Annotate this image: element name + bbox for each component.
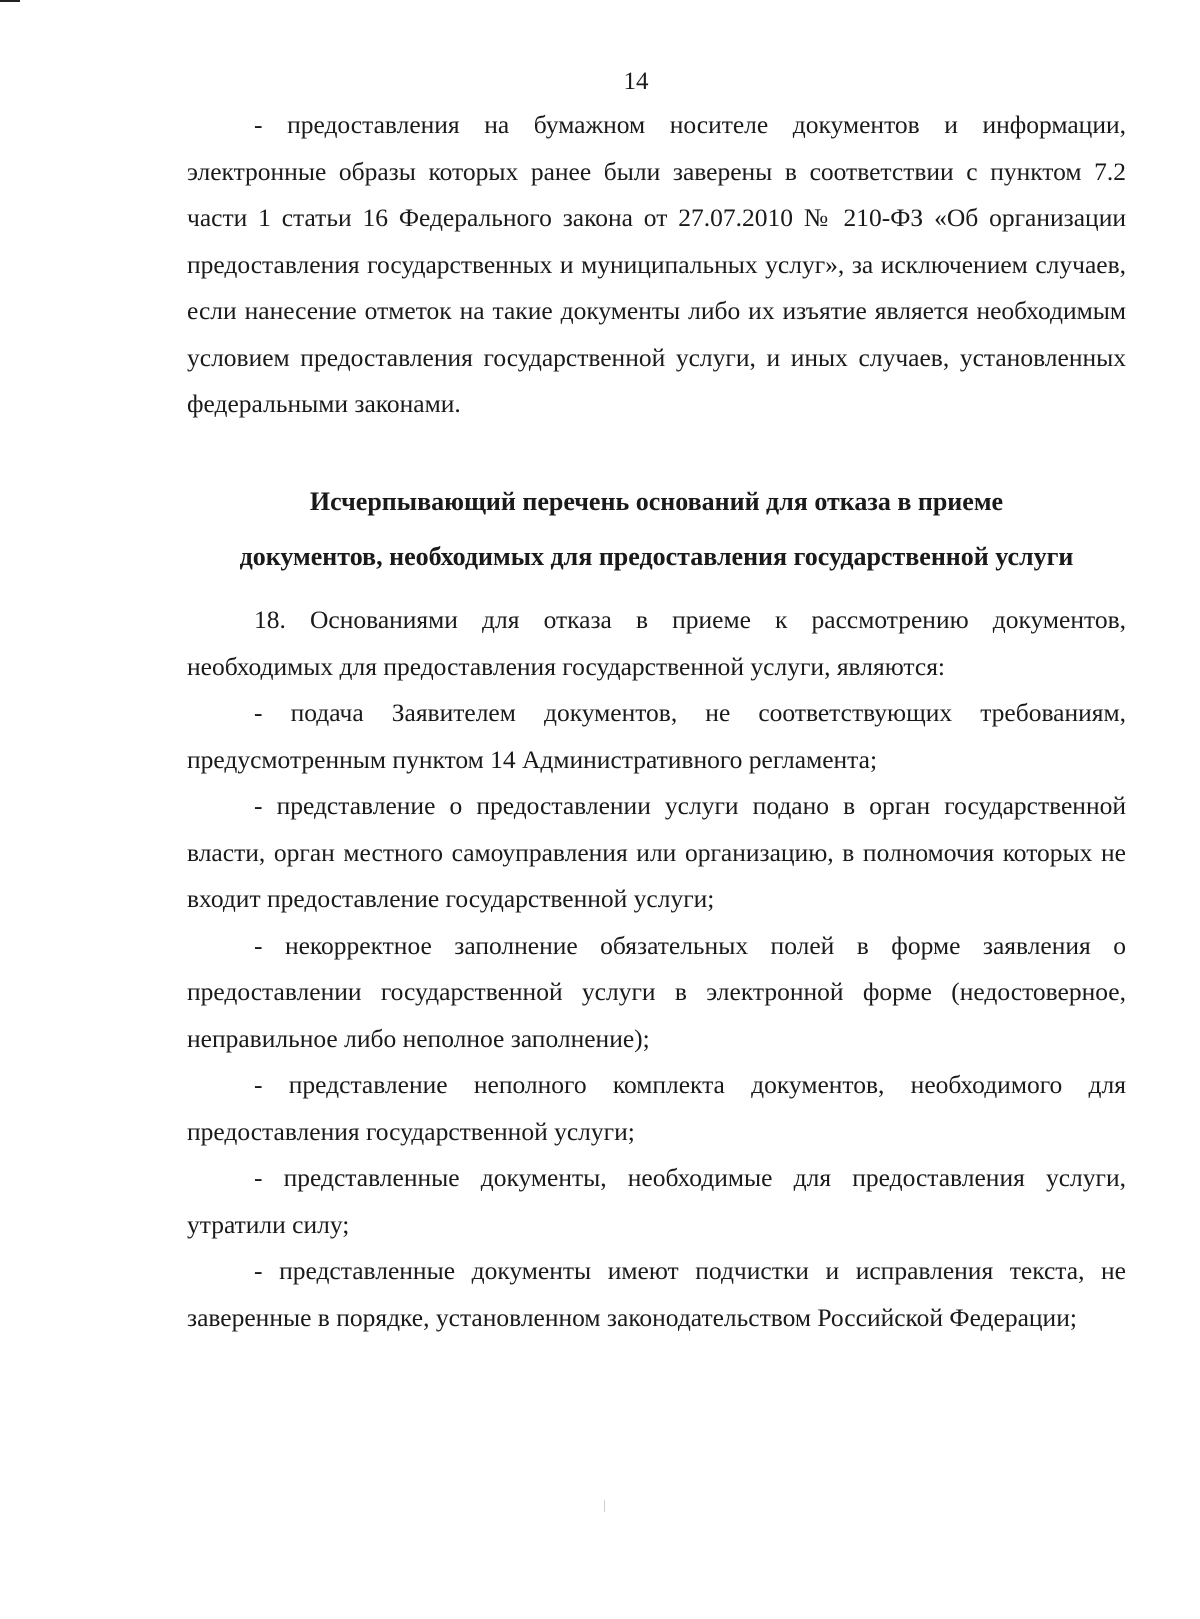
clause-18-lead: 18. Основаниями для отказа в приеме к рассмотрению документов, необходимых для предоставления государственной услуги, являются: xyxy=(187,605,1126,681)
section-heading-line-1: Исчерпывающий перечень оснований для отказа в приеме xyxy=(309,487,1004,516)
page-number: 14 xyxy=(623,68,649,95)
scan-edge-mark xyxy=(0,0,20,2)
list-item: - подача Заявителем документов, не соответствующих требованиям, предусмотренным пунктом 14 Административного регламента; xyxy=(187,698,1126,774)
intro-paragraph: - предоставления на бумажном носителе документов и информации, электронные образы которых ранее были заверены в соответствии с пунктом 7.2 части 1 статьи 16 Федерального закона от 27.07.2010 № 210-ФЗ «Об организации предоставления государственных и муниципальных услуг», за исключением случаев, если нанесение отметок на такие документы либо их изъятие является необходимым условием предоставления государственной услуги, и иных случаев, установленных федеральными законами. xyxy=(187,110,1126,418)
section-heading xyxy=(187,474,1126,584)
scan-speck xyxy=(604,1500,605,1512)
list-item: - представленные документы имеют подчистки и исправления текста, не заверенные в порядке, установленном законодательством Российской Федерации; xyxy=(187,1256,1126,1332)
list-item: - представленные документы, необходимые для предоставления услуги, утратили силу; xyxy=(187,1163,1126,1239)
list-item: - представление о предоставлении услуги подано в орган государственной власти, орган местного самоуправления или организацию, в полномочия которых не входит предоставление государственной услуги; xyxy=(187,791,1126,913)
section-heading-line-2: документов, необходимых для предоставления государственной услуги xyxy=(239,542,1074,571)
list-item: - представление неполного комплекта документов, необходимого для предоставления государственной услуги; xyxy=(187,1070,1126,1146)
list-item: - некорректное заполнение обязательных полей в форме заявления о предоставлении государственной услуги в электронной форме (недостоверное, неправильное либо неполное заполнение); xyxy=(187,930,1126,1053)
intro-block xyxy=(187,102,1126,428)
clause-18-block xyxy=(187,597,1126,1341)
